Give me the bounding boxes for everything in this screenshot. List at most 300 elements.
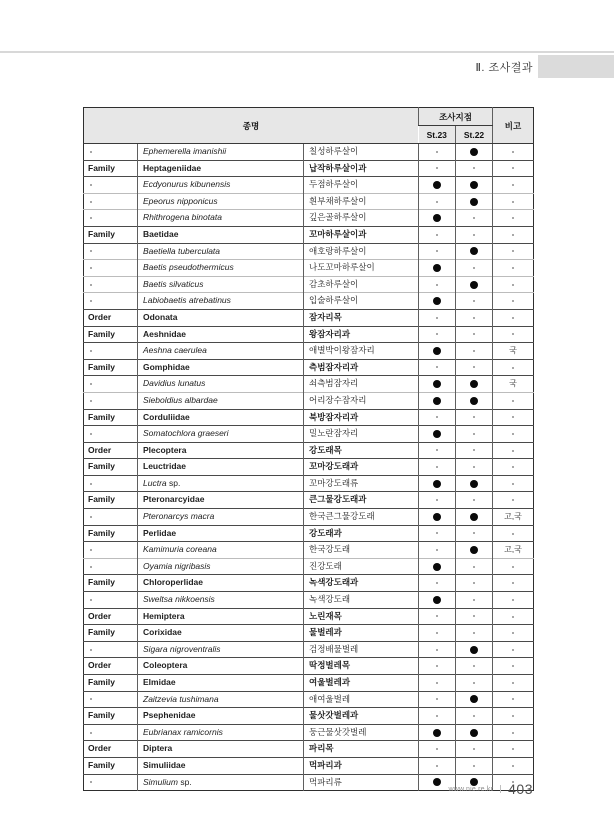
rank-cell <box>84 343 138 360</box>
absence-dot <box>512 234 514 236</box>
st22-cell <box>456 210 493 227</box>
remark-cell <box>493 575 534 592</box>
korean-name-cell: 애여울벌레 <box>304 691 419 708</box>
absence-dot <box>436 466 438 468</box>
absence-dot <box>436 765 438 767</box>
absence-dot <box>90 781 92 783</box>
absence-dot <box>473 566 475 568</box>
rank-cell <box>84 376 138 393</box>
absence-dot <box>436 582 438 584</box>
st22-cell <box>456 509 493 526</box>
absence-dot <box>512 616 514 618</box>
st23-cell <box>419 757 456 774</box>
absence-dot <box>512 632 514 634</box>
rank-cell: Family <box>84 675 138 692</box>
taxon-group-row <box>84 658 534 675</box>
absence-dot <box>90 732 92 734</box>
rank-cell <box>84 276 138 293</box>
latin-name-cell: Labiobaetis atrebatinus <box>138 293 304 310</box>
remark-cell: 국 <box>493 376 534 393</box>
korean-name-cell: 북방잠자리과 <box>304 409 419 426</box>
absence-dot <box>512 416 514 418</box>
absence-dot <box>436 549 438 551</box>
korean-name-cell: 물삿갓벌레과 <box>304 708 419 725</box>
absence-dot <box>436 167 438 169</box>
absence-dot <box>473 582 475 584</box>
st23-cell <box>419 708 456 725</box>
absence-dot <box>90 350 92 352</box>
absence-dot <box>436 449 438 451</box>
absence-dot <box>512 184 514 186</box>
absence-dot <box>436 234 438 236</box>
presence-dot <box>470 281 478 289</box>
st23-cell <box>419 558 456 575</box>
absence-dot <box>90 400 92 402</box>
st22-cell <box>456 608 493 625</box>
korean-name-cell: 여울벌레과 <box>304 675 419 692</box>
footer-page-number: 403 <box>508 781 533 797</box>
absence-dot <box>512 267 514 269</box>
st23-cell <box>419 741 456 758</box>
latin-name-cell: Diptera <box>138 741 304 758</box>
absence-dot <box>512 217 514 219</box>
absence-dot <box>90 649 92 651</box>
taxon-group-row <box>84 492 534 509</box>
absence-dot <box>473 682 475 684</box>
absence-dot <box>90 201 92 203</box>
remark-cell <box>493 757 534 774</box>
absence-dot <box>512 400 514 402</box>
footer-separator <box>500 785 501 793</box>
section-title: Ⅱ. 조사결과 <box>475 62 533 74</box>
absence-dot <box>512 582 514 584</box>
absence-dot <box>512 250 514 252</box>
species-row <box>84 193 534 210</box>
st22-cell <box>456 691 493 708</box>
st22-cell <box>456 359 493 376</box>
latin-name-cell: Aeshnidae <box>138 326 304 343</box>
absence-dot <box>512 151 514 153</box>
absence-dot <box>436 615 438 617</box>
absence-dot <box>473 217 475 219</box>
remark-cell <box>493 558 534 575</box>
st23-cell <box>419 525 456 542</box>
absence-dot <box>436 333 438 335</box>
st23-cell <box>419 641 456 658</box>
st22-cell <box>456 658 493 675</box>
remark-cell <box>493 210 534 227</box>
remark-cell <box>493 724 534 741</box>
korean-name-cell: 먹파리류 <box>304 774 419 791</box>
absence-dot <box>90 516 92 518</box>
rank-cell: Family <box>84 160 138 177</box>
korean-name-cell: 한국강도래 <box>304 542 419 559</box>
st22-cell <box>456 757 493 774</box>
st23-cell <box>419 475 456 492</box>
latin-name-cell: Luctra sp. <box>138 475 304 492</box>
rank-cell: Family <box>84 409 138 426</box>
rank-cell <box>84 558 138 575</box>
absence-dot <box>90 184 92 186</box>
remark-cell <box>493 293 534 310</box>
latin-name-cell: Zaitzevia tushimana <box>138 691 304 708</box>
remark-cell <box>493 426 534 443</box>
presence-dot <box>433 397 441 405</box>
taxon-group-row <box>84 442 534 459</box>
st23-cell <box>419 426 456 443</box>
absence-dot <box>512 682 514 684</box>
rank-cell <box>84 293 138 310</box>
st23-cell <box>419 260 456 277</box>
latin-name-cell: Sieboldius albardae <box>138 392 304 409</box>
st22-cell <box>456 177 493 194</box>
st23-cell <box>419 243 456 260</box>
remark-cell <box>493 625 534 642</box>
presence-dot <box>470 646 478 654</box>
col-header-sites-group: 조사지점 <box>419 108 493 126</box>
remark-cell <box>493 326 534 343</box>
rank-cell <box>84 177 138 194</box>
st22-cell <box>456 243 493 260</box>
latin-name-cell: Baetis pseudothermicus <box>138 260 304 277</box>
rank-cell <box>84 144 138 161</box>
taxon-group-row <box>84 459 534 476</box>
korean-name-cell: 두점하루살이 <box>304 177 419 194</box>
absence-dot <box>473 234 475 236</box>
absence-dot <box>512 317 514 319</box>
absence-dot <box>436 748 438 750</box>
absence-dot <box>436 366 438 368</box>
absence-dot <box>90 698 92 700</box>
absence-dot <box>473 333 475 335</box>
rank-cell: Family <box>84 226 138 243</box>
absence-dot <box>473 632 475 634</box>
latin-name-cell: Aeshna caerulea <box>138 343 304 360</box>
latin-name-cell: Corduliidae <box>138 409 304 426</box>
taxon-group-row <box>84 226 534 243</box>
absence-dot <box>90 483 92 485</box>
st23-cell <box>419 226 456 243</box>
st23-cell <box>419 177 456 194</box>
rank-cell <box>84 641 138 658</box>
st22-cell <box>456 675 493 692</box>
latin-name-cell: Plecoptera <box>138 442 304 459</box>
rank-cell <box>84 542 138 559</box>
species-row <box>84 724 534 741</box>
latin-name-cell: Sweltsa nikkoensis <box>138 592 304 609</box>
remark-cell <box>493 608 534 625</box>
rank-cell: Family <box>84 359 138 376</box>
latin-name-cell: Elmidae <box>138 675 304 692</box>
st22-cell <box>456 376 493 393</box>
korean-name-cell: 어리장수잠자리 <box>304 392 419 409</box>
st23-cell <box>419 542 456 559</box>
presence-dot <box>470 148 478 156</box>
species-row <box>84 243 534 260</box>
absence-dot <box>512 466 514 468</box>
remark-cell <box>493 708 534 725</box>
st22-cell <box>456 260 493 277</box>
st22-cell <box>456 641 493 658</box>
absence-dot <box>512 533 514 535</box>
absence-dot <box>90 433 92 435</box>
remark-cell <box>493 276 534 293</box>
rank-cell: Family <box>84 525 138 542</box>
rank-cell: Family <box>84 575 138 592</box>
latin-name-cell: Psephenidae <box>138 708 304 725</box>
st22-cell <box>456 625 493 642</box>
remark-cell <box>493 675 534 692</box>
korean-name-cell: 강도래목 <box>304 442 419 459</box>
absence-dot <box>473 317 475 319</box>
korean-name-cell: 납작하루살이과 <box>304 160 419 177</box>
st23-cell <box>419 658 456 675</box>
latin-name-cell: Epeorus nipponicus <box>138 193 304 210</box>
korean-name-cell: 강도래과 <box>304 525 419 542</box>
absence-dot <box>512 566 514 568</box>
korean-name-cell: 먹파리과 <box>304 757 419 774</box>
absence-dot <box>512 450 514 452</box>
absence-dot <box>436 649 438 651</box>
absence-dot <box>473 599 475 601</box>
st23-cell <box>419 724 456 741</box>
absence-dot <box>473 499 475 501</box>
korean-name-cell: 한국큰그물강도래 <box>304 509 419 526</box>
st23-cell <box>419 359 456 376</box>
korean-name-cell: 딱정벌레목 <box>304 658 419 675</box>
st23-cell <box>419 376 456 393</box>
latin-name-cell: Rhithrogena binotata <box>138 210 304 227</box>
rank-cell: Family <box>84 708 138 725</box>
absence-dot <box>436 698 438 700</box>
st23-cell <box>419 160 456 177</box>
remark-cell <box>493 475 534 492</box>
absence-dot <box>90 151 92 153</box>
absence-dot <box>512 300 514 302</box>
page-footer <box>449 781 533 797</box>
absence-dot <box>436 151 438 153</box>
latin-name-cell: Simulium sp. <box>138 774 304 791</box>
presence-dot <box>470 380 478 388</box>
col-header-st22: St.22 <box>456 126 493 144</box>
absence-dot <box>512 167 514 169</box>
presence-dot <box>470 480 478 488</box>
rank-cell <box>84 392 138 409</box>
presence-dot <box>433 778 441 786</box>
st23-cell <box>419 326 456 343</box>
korean-name-cell: 물벌레과 <box>304 625 419 642</box>
latin-name-cell: Hemiptera <box>138 608 304 625</box>
presence-dot <box>470 546 478 554</box>
remark-cell <box>493 741 534 758</box>
korean-name-cell: 밀노란잠자리 <box>304 426 419 443</box>
remark-cell <box>493 260 534 277</box>
absence-dot <box>436 250 438 252</box>
latin-name-cell: Gomphidae <box>138 359 304 376</box>
absence-dot <box>90 383 92 385</box>
presence-dot <box>433 513 441 521</box>
korean-name-cell: 파리목 <box>304 741 419 758</box>
st22-cell <box>456 276 493 293</box>
latin-name-cell: Pteronarcys macra <box>138 509 304 526</box>
st23-cell <box>419 625 456 642</box>
rank-cell: Order <box>84 442 138 459</box>
presence-dot <box>433 480 441 488</box>
absence-dot <box>512 748 514 750</box>
rank-cell: Order <box>84 741 138 758</box>
st23-cell <box>419 343 456 360</box>
absence-dot <box>512 284 514 286</box>
rank-cell <box>84 243 138 260</box>
st22-cell <box>456 226 493 243</box>
korean-name-cell: 잠자리목 <box>304 309 419 326</box>
remark-cell <box>493 160 534 177</box>
presence-dot <box>470 198 478 206</box>
st22-cell <box>456 724 493 741</box>
st22-cell <box>456 475 493 492</box>
st23-cell <box>419 459 456 476</box>
rank-cell <box>84 774 138 791</box>
taxon-group-row <box>84 326 534 343</box>
rank-cell: Order <box>84 608 138 625</box>
presence-dot <box>433 563 441 571</box>
st23-cell <box>419 409 456 426</box>
rank-cell: Family <box>84 326 138 343</box>
taxon-group-row <box>84 359 534 376</box>
remark-cell <box>493 392 534 409</box>
st22-cell <box>456 193 493 210</box>
taxon-group-row <box>84 675 534 692</box>
absence-dot <box>90 300 92 302</box>
absence-dot <box>473 366 475 368</box>
presence-dot <box>470 181 478 189</box>
presence-dot <box>470 247 478 255</box>
species-table <box>83 107 534 791</box>
korean-name-cell: 쇠측범잠자리 <box>304 376 419 393</box>
st23-cell <box>419 276 456 293</box>
latin-name-cell: Oyamia nigribasis <box>138 558 304 575</box>
absence-dot <box>473 267 475 269</box>
absence-dot <box>512 201 514 203</box>
remark-cell <box>493 226 534 243</box>
st22-cell <box>456 442 493 459</box>
korean-name-cell: 감초하루살이 <box>304 276 419 293</box>
species-row <box>84 641 534 658</box>
species-table-body <box>84 144 534 791</box>
absence-dot <box>473 466 475 468</box>
remark-cell <box>493 442 534 459</box>
latin-name-cell: Perlidae <box>138 525 304 542</box>
absence-dot <box>512 765 514 767</box>
latin-name-cell: Eubrianax ramicornis <box>138 724 304 741</box>
absence-dot <box>473 167 475 169</box>
presence-dot <box>433 430 441 438</box>
st22-cell <box>456 160 493 177</box>
st22-cell <box>456 459 493 476</box>
presence-dot <box>433 181 441 189</box>
absence-dot <box>90 566 92 568</box>
st23-cell <box>419 575 456 592</box>
latin-name-cell: Odonata <box>138 309 304 326</box>
absence-dot <box>436 665 438 667</box>
absence-dot <box>512 649 514 651</box>
species-row <box>84 210 534 227</box>
species-row <box>84 177 534 194</box>
absence-dot <box>436 201 438 203</box>
absence-dot <box>473 300 475 302</box>
st23-cell <box>419 193 456 210</box>
remark-cell: 고,국 <box>493 542 534 559</box>
remark-cell <box>493 492 534 509</box>
species-row <box>84 144 534 161</box>
korean-name-cell: 꼬마강도래류 <box>304 475 419 492</box>
header-rule <box>0 51 614 53</box>
st22-cell <box>456 293 493 310</box>
remark-cell <box>493 592 534 609</box>
header-tab-box <box>538 55 614 78</box>
remark-cell <box>493 177 534 194</box>
absence-dot <box>512 715 514 717</box>
remark-cell <box>493 641 534 658</box>
absence-dot <box>436 499 438 501</box>
st23-cell <box>419 592 456 609</box>
korean-name-cell: 애호랑하루살이 <box>304 243 419 260</box>
rank-cell <box>84 193 138 210</box>
korean-name-cell: 측범잠자리과 <box>304 359 419 376</box>
absence-dot <box>473 449 475 451</box>
col-header-remark: 비고 <box>493 108 534 144</box>
taxon-group-row <box>84 160 534 177</box>
st22-cell <box>456 708 493 725</box>
species-row <box>84 426 534 443</box>
remark-cell <box>493 309 534 326</box>
absence-dot <box>473 350 475 352</box>
latin-name-cell: Simuliidae <box>138 757 304 774</box>
rank-cell <box>84 210 138 227</box>
absence-dot <box>512 483 514 485</box>
st23-cell <box>419 608 456 625</box>
absence-dot <box>473 532 475 534</box>
korean-name-cell: 꼬마강도래과 <box>304 459 419 476</box>
korean-name-cell: 큰그물강도래과 <box>304 492 419 509</box>
latin-name-cell: Baetis silvaticus <box>138 276 304 293</box>
korean-name-cell: 둥근물삿갓벌레 <box>304 724 419 741</box>
absence-dot <box>512 433 514 435</box>
korean-name-cell: 나도꼬마하루살이 <box>304 260 419 277</box>
absence-dot <box>90 284 92 286</box>
species-row <box>84 509 534 526</box>
st23-cell <box>419 309 456 326</box>
remark-cell <box>493 459 534 476</box>
absence-dot <box>512 665 514 667</box>
st22-cell <box>456 575 493 592</box>
st22-cell <box>456 542 493 559</box>
korean-name-cell: 왕잠자리과 <box>304 326 419 343</box>
remark-cell <box>493 193 534 210</box>
absence-dot <box>436 317 438 319</box>
korean-name-cell: 칠성하루살이 <box>304 144 419 161</box>
latin-name-cell: Leuctridae <box>138 459 304 476</box>
rank-cell <box>84 509 138 526</box>
korean-name-cell: 흰부채하루살이 <box>304 193 419 210</box>
absence-dot <box>473 433 475 435</box>
latin-name-cell: Kamimuria coreana <box>138 542 304 559</box>
absence-dot <box>473 615 475 617</box>
st23-cell <box>419 492 456 509</box>
col-header-st23: St.23 <box>419 126 456 144</box>
rank-cell: Family <box>84 459 138 476</box>
korean-name-cell: 깊은골하루살이 <box>304 210 419 227</box>
